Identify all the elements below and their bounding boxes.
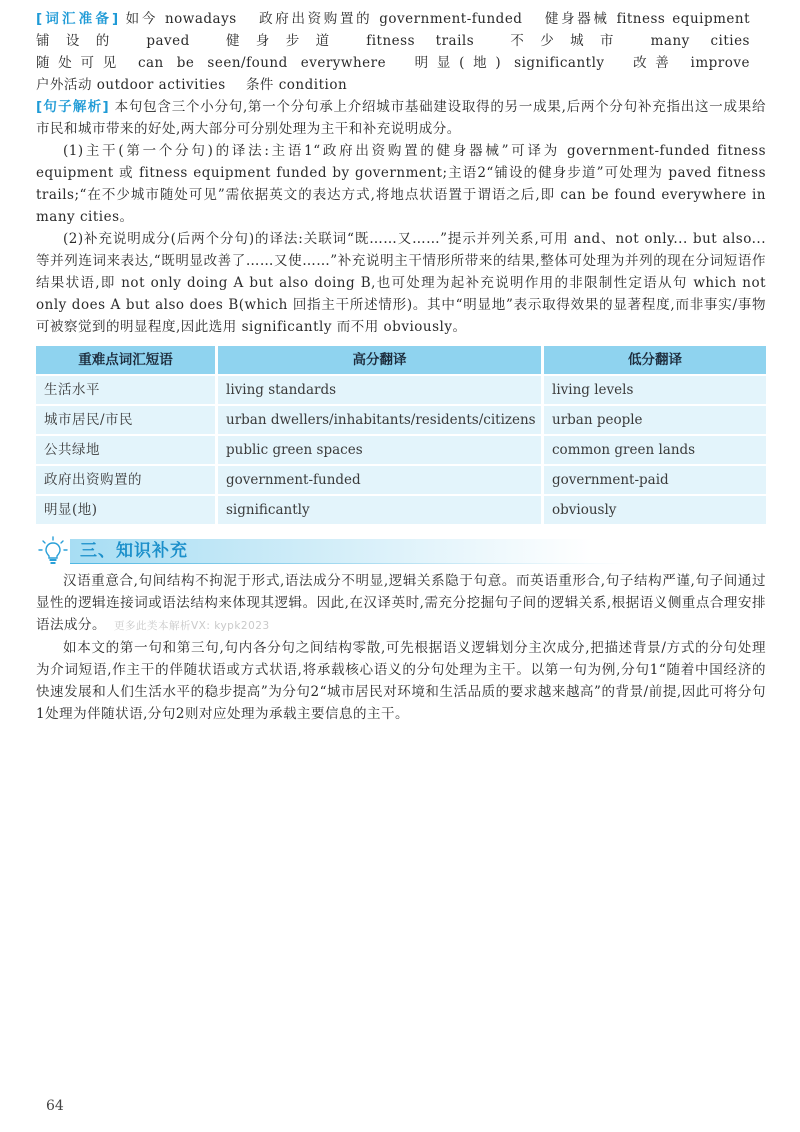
table-cell: government-funded — [218, 466, 544, 494]
table-cell: government-paid — [544, 466, 766, 494]
table-row — [36, 376, 766, 404]
section-title: 三、知识补充 — [80, 541, 188, 561]
table-header: 高分翻译 — [218, 346, 544, 374]
table-cell: public green spaces — [218, 436, 544, 464]
analysis-tag: [句子解析] — [36, 99, 110, 115]
table-row — [36, 406, 766, 434]
vocab-item: 健身步道 fitness trails — [225, 33, 475, 49]
section-heading — [36, 536, 766, 566]
vocab-tag: [词汇准备] — [36, 11, 120, 27]
table-cell: 城市居民/市民 — [36, 406, 218, 434]
knowledge-paragraph-1 — [36, 570, 766, 637]
table-cell: common green lands — [544, 436, 766, 464]
vocab-item: 改善 improve — [633, 55, 751, 71]
translation-table — [36, 344, 766, 526]
vocab-item: 如今 nowadays — [125, 11, 237, 27]
vocab-item: 政府出资购置的 government-funded — [259, 11, 523, 27]
vocab-item: 明显(地) significantly — [414, 55, 605, 71]
table-cell: urban dwellers/inhabitants/residents/citizens — [218, 406, 544, 434]
vocab-item: 铺设的 paved — [36, 33, 190, 49]
lightbulb-icon — [38, 536, 68, 566]
vocab-block — [36, 8, 766, 96]
table-header: 低分翻译 — [544, 346, 766, 374]
knowledge-paragraph-2: 如本文的第一句和第三句,句内各分句之间结构零散,可先根据语义逻辑划分主次成分,把描述背景/方式的分句处理为介词短语,作主干的伴随状语或方式状语,将承载核心语义的分句处理为主干。以第一句为例,分句1“随着中国经济的快速发展和人们生活水平的稳步提高”为分句2“城市居民对环境和生活品质的要求越来越高”的背景/前提,因此可将分句1处理为伴随状语,分句2则对应处理为承载主要信息的主干。 — [36, 640, 766, 722]
section-heading-underline — [70, 563, 766, 564]
table-header-row — [36, 346, 766, 374]
vocab-item: 户外活动 outdoor activities — [36, 77, 226, 93]
analysis-point-1: (1)主干(第一个分句)的译法:主语1“政府出资购置的健身器械”可译为 government-funded fitness equipment 或 fitness equipment funded by government;主语2“铺设的健身步道”可处理为 paved fitness trails;“在不少城市随处可见”需依据英文的表达方式,将地点状语置于谓语之后,即 can be found everywhere in many cities。 — [36, 143, 766, 225]
table-cell: 明显(地) — [36, 496, 218, 524]
vocab-item: 随处可见 can be seen/found everywhere — [36, 55, 387, 71]
table-cell: 公共绿地 — [36, 436, 218, 464]
page-number: 64 — [46, 1098, 64, 1114]
vocab-item: 条件 condition — [245, 77, 348, 93]
analysis-point-2: (2)补充说明成分(后两个分句)的译法:关联词“既……又……”提示并列关系,可用 and、not only... but also... 等并列连词来表达,“既明显改善了……又使……”补充说明主干情形所带来的结果,整体可处理为并列的现在分词短语作结果状语,即 not only doing A but also doing B,也可处理为起补充说明作用的非限制性定语从句 which not only does A but also does B(which 回指主干所述情形)。其中“明显地”表示取得效果的显著程度,而非事实/事物可被察觉到的明显程度,因此选用 significantly 而不用 obviously。 — [36, 231, 766, 335]
watermark-text: 更多此类本解析VX: kypk2023 — [114, 620, 270, 632]
table-header: 重难点词汇短语 — [36, 346, 218, 374]
table-cell: 生活水平 — [36, 376, 218, 404]
table-cell: living standards — [218, 376, 544, 404]
vocab-item: 不少城市 many cities — [510, 33, 750, 49]
table-cell: obviously — [544, 496, 766, 524]
section-body — [36, 570, 766, 725]
table-cell: urban people — [544, 406, 766, 434]
table-row — [36, 436, 766, 464]
vocab-item: 健身器械 fitness equipment — [544, 11, 751, 27]
table-row — [36, 466, 766, 494]
analysis-intro: 本句包含三个小分句,第一个分句承上介绍城市基础建设取得的另一成果,后两个分句补充指出这一成果给市民和城市带来的好处,两大部分可分别处理为主干和补充说明成分。 — [36, 99, 766, 137]
table-cell: significantly — [218, 496, 544, 524]
table-cell: living levels — [544, 376, 766, 404]
table-cell: 政府出资购置的 — [36, 466, 218, 494]
page-content — [36, 8, 766, 725]
table-row — [36, 496, 766, 524]
knowledge-paragraph-1-text: 汉语重意合,句间结构不拘泥于形式,语法成分不明显,逻辑关系隐于句意。而英语重形合,句子结构严谨,句子间通过显性的逻辑连接词或语法结构来体现其逻辑。因此,在汉译英时,需充分挖掘句子间的逻辑关系,根据语义侧重点合理安排语法成分。 — [36, 573, 766, 633]
analysis-block — [36, 96, 766, 338]
